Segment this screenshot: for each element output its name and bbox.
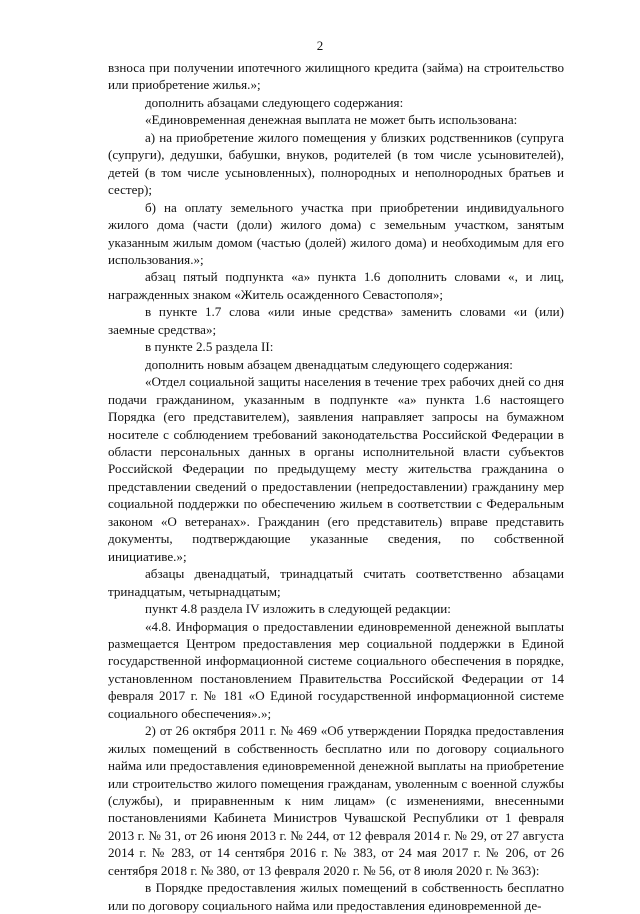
paragraph: в пункте 2.5 раздела II: [145,339,274,355]
paragraph: пункт 4.8 раздела IV изложить в следующей редакции: [145,601,451,617]
page-number: 2 [316,38,324,53]
paragraph: взноса при получении ипотечного жилищного кредита (займа) на строительство или приобретение жилья.»; [108,60,564,93]
paragraph: «Отдел социальной защиты населения в течение трех рабочих дней со дня подачи гражданином, указанным в подпункте «а» пункта 1.6 настоящего Порядка (его представителем), заявления направляет запросы на бумажном носителе с соблюдением требований законодательства Российской Федерации в области персональных данных в органы исполнительной власти субъектов Российской Федерации по предыдущему месту жительства гражданина о представлении сведений о предоставлении (непредоставлении) гражданину мер социальной поддержки по обеспечению жильем в соответствии с Федеральным законом «О ветеранах». Гражданин (его представитель) вправе представить документы, подтверждающие указанные сведения, по собственной инициативе.»; [108,374,564,564]
paragraph: абзацы двенадцатый, тринадцатый считать соответственно абзацами тринадцатым, четырнадцатым; [108,566,564,599]
paragraph: в пункте 1.7 слова «или иные средства» заменить словами «и (или) заемные средства»; [108,304,564,337]
paragraph: абзац пятый подпункта «а» пункта 1.6 дополнить словами «, и лиц, награжденных знаком «Житель осажденного Севастополя»; [108,269,564,302]
paragraph: 2) от 26 октября 2011 г. № 469 «Об утверждении Порядка предоставления жилых помещений в собственность бесплатно или по договору социального найма или предоставления единовременной денежной выплаты на приобретение или строительство жилого помещения гражданам, уволенным с военной службы (службы), и приравненным к ним лицам» (с изменениями, внесенными постановлениями Кабинета Министров Чувашской Республики от 1 февраля 2013 г. № 31, от 26 июня 2013 г. № 244, от 12 февраля 2014 г. № 29, от 27 августа 2014 г. № 283, от 14 сентября 2016 г. № 383, от 24 мая 2017 г. № 206, от 26 сентября 2018 г. № 380, от 13 февраля 2020 г. № 56, от 8 июля 2020 г. № 363): [108,723,564,878]
document-body [108,59,564,914]
paragraph: «Единовременная денежная выплата не может быть использована: [145,112,518,128]
paragraph: а) на приобретение жилого помещения у близких родственников (супруга (супруги), дедушки, бабушки, внуков, родителей (в том числе усыновителей), детей (в том числе усыновленных), полнородных и неполнородных братьев и сестер); [108,129,564,198]
paragraph: дополнить новым абзацем двенадцатым следующего содержания: [145,356,513,372]
paragraph: дополнить абзацами следующего содержания: [145,94,404,110]
paragraph: в Порядке предоставления жилых помещений в собственность бесплатно или по договору социального найма или предоставления единовременной де- [108,880,564,913]
paragraph: «4.8. Информация о предоставлении единовременной денежной выплаты размещается Центром предоставления мер социальной поддержки в Единой государственной информационной системе социального обеспечения в порядке, установленном постановлением Правительства Российской Федерации от 14 февраля 2017 г. № 181 «О Единой государственной информационной системе социального обеспечения».»; [108,618,564,721]
paragraph: б) на оплату земельного участка при приобретении индивидуального жилого дома (части (доли) жилого дома) с земельным участком, занятым указанным жилым домом (частью (долей) жилого дома) и необходимым для его использования.»; [108,199,564,267]
